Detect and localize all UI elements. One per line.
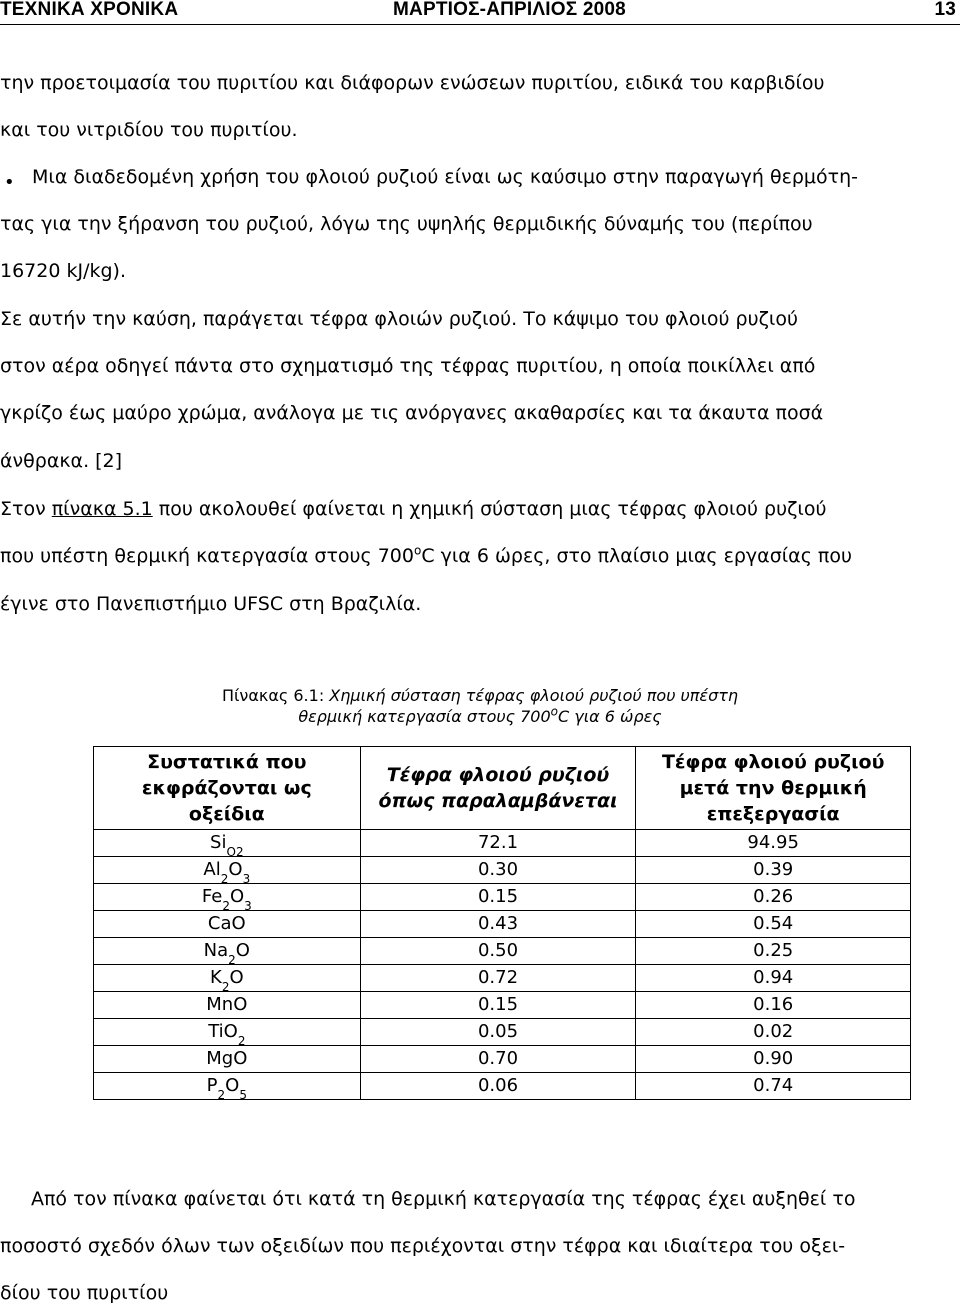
column-header: Συστατικά που εκφράζονται ως οξείδια bbox=[94, 747, 361, 830]
oxide-cell: TiO$_2$ bbox=[94, 1019, 361, 1046]
caption-label: Πίνακας 6.1: bbox=[221, 686, 330, 705]
after-treatment-value: 0.90 bbox=[636, 1046, 911, 1073]
paragraph-line: γκρίζο έως μαύρο χρώμα, ανάλογα με τις ανόργανες ακαθαρσίες και τα άκαυτα ποσά bbox=[0, 402, 824, 424]
table-row bbox=[94, 965, 911, 992]
as-received-value: 0.70 bbox=[360, 1046, 636, 1073]
bullet-line: Μια διαδεδομένη χρήση του φλοιού ρυζιού είναι ως καύσιμο στην παραγωγή θερμότη- bbox=[32, 166, 858, 188]
oxide-cell: $K_2O$ bbox=[94, 965, 361, 992]
paragraph-line: στον αέρα οδηγεί πάντα στο σχηματισμό της τέφρας πυριτίου, η οποία ποικίλλει από bbox=[0, 355, 816, 377]
oxide-cell: CaO bbox=[94, 911, 361, 938]
oxide-cell: $P_2O_5$ bbox=[94, 1073, 361, 1100]
paragraph-line: Σε αυτήν την καύση, παράγεται τέφρα φλοιών ρυζιού. Το κάψιμο του φλοιού ρυζιού bbox=[0, 308, 798, 330]
after-treatment-value: 0.26 bbox=[636, 884, 911, 911]
after-treatment-value: 94.95 bbox=[636, 830, 911, 857]
as-received-value: 0.30 bbox=[360, 857, 636, 884]
page-number: 13 bbox=[934, 0, 956, 20]
bullet-icon: • bbox=[4, 172, 15, 193]
paragraph-line: που υπέστη θερμική κατεργασία στους $700^oC$ για 6 ώρες, στο πλαίσιο μιας εργασίας που bbox=[0, 543, 852, 567]
column-header: Τέφρα φλοιού ρυζιού όπως παραλαμβάνεται bbox=[360, 747, 636, 830]
oxide-cell: $Al_2O_3$ bbox=[94, 857, 361, 884]
after-treatment-value: 0.39 bbox=[636, 857, 911, 884]
paragraph-line: και του νιτριδίου του πυριτίου. bbox=[0, 119, 298, 141]
table-row bbox=[94, 1019, 911, 1046]
as-received-value: 0.43 bbox=[360, 911, 636, 938]
paragraph-line: Από τον πίνακα φαίνεται ότι κατά τη θερμική κατεργασία της τέφρας έχει αυξηθεί το bbox=[31, 1188, 856, 1210]
table-row bbox=[94, 830, 911, 857]
issue-date: ΜΑΡΤΙΟΣ-ΑΠΡΙΛΙΟΣ 2008 bbox=[393, 0, 626, 20]
after-treatment-value: 0.94 bbox=[636, 965, 911, 992]
table-row bbox=[94, 938, 911, 965]
oxide-cell: MnO bbox=[94, 992, 361, 1019]
table-header-row bbox=[94, 747, 911, 830]
oxide-cell: $Na_2O$ bbox=[94, 938, 361, 965]
oxide-cell: $Si_{O2}$ bbox=[94, 830, 361, 857]
journal-title: ΤΕΧΝΙΚΑ ΧΡΟΝΙΚΑ bbox=[0, 0, 179, 20]
after-treatment-value: 0.74 bbox=[636, 1073, 911, 1100]
table-row bbox=[94, 884, 911, 911]
as-received-value: 0.05 bbox=[360, 1019, 636, 1046]
table-row bbox=[94, 1046, 911, 1073]
after-treatment-value: 0.02 bbox=[636, 1019, 911, 1046]
as-received-value: 0.50 bbox=[360, 938, 636, 965]
oxide-cell: $Fe_2O_3$ bbox=[94, 884, 361, 911]
column-header: Τέφρα φλοιού ρυζιού μετά την θερμική επεξεργασία bbox=[636, 747, 911, 830]
paragraph-line: την προετοιμασία του πυριτίου και διάφορων ενώσεων πυριτίου, ειδικά του καρβιδίου bbox=[0, 72, 825, 94]
running-header bbox=[0, 0, 960, 25]
table-row bbox=[94, 857, 911, 884]
table-row bbox=[94, 1073, 911, 1100]
as-received-value: 0.15 bbox=[360, 884, 636, 911]
table-reference-link[interactable]: πίνακα 5.1 bbox=[51, 498, 153, 520]
paragraph-line: ποσοστό σχεδόν όλων των οξειδίων που περιέχονται στην τέφρα και ιδιαίτερα του οξει- bbox=[0, 1235, 846, 1257]
as-received-value: 0.15 bbox=[360, 992, 636, 1019]
as-received-value: 0.06 bbox=[360, 1073, 636, 1100]
paragraph-line: Στον πίνακα 5.1 που ακολουθεί φαίνεται η χημική σύσταση μιας τέφρας φλοιού ρυζιού bbox=[0, 498, 827, 520]
table-caption-line2: θερμική κατεργασία στους $700^oC$ για 6 ώρες bbox=[298, 704, 662, 726]
table-caption: Πίνακας 6.1: Χημική σύσταση τέφρας φλοιού ρυζιού που υπέστη bbox=[221, 686, 738, 705]
after-treatment-value: 0.16 bbox=[636, 992, 911, 1019]
table-row bbox=[94, 992, 911, 1019]
paragraph-line: δίου του πυριτίου bbox=[0, 1282, 169, 1304]
oxide-cell: MgO bbox=[94, 1046, 361, 1073]
bullet-line: 16720 kJ/kg). bbox=[0, 260, 127, 282]
as-received-value: 0.72 bbox=[360, 965, 636, 992]
table-row bbox=[94, 911, 911, 938]
after-treatment-value: 0.25 bbox=[636, 938, 911, 965]
composition-table bbox=[93, 746, 911, 1100]
bullet-line: τας για την ξήρανση του ρυζιού, λόγω της υψηλής θερμιδικής δύναμής του (περίπου bbox=[0, 213, 813, 235]
as-received-value: 72.1 bbox=[360, 830, 636, 857]
after-treatment-value: 0.54 bbox=[636, 911, 911, 938]
paragraph-line: άνθρακα. [2] bbox=[0, 450, 123, 472]
paragraph-line: έγινε στο Πανεπιστήμιο UFSC στη Βραζιλία. bbox=[0, 593, 422, 615]
table-body bbox=[94, 830, 911, 1100]
